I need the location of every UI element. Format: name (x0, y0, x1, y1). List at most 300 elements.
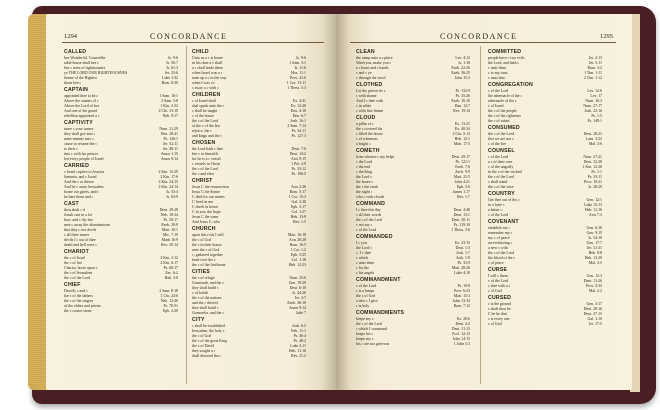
phrase-text: the c of God (192, 334, 212, 338)
scripture-reference: Matt. 21:5 (453, 175, 470, 179)
scripture-reference: Rev. 21:2 (291, 354, 306, 358)
scripture-reference: Mal. 3:6 (588, 142, 602, 146)
phrase-text: I c thee this day (356, 208, 381, 212)
phrase-text: the c of Ierusalem (64, 271, 92, 275)
scripture-reference: Matt. 10:1 (161, 228, 178, 232)
scripture-reference: Amos 9:14 (288, 306, 306, 310)
scripture-reference: Rom. 5:17 (289, 190, 306, 194)
phrase-text: led every people of Israel (64, 157, 104, 161)
phrase-text: in a farre c (488, 203, 505, 207)
scripture-reference: James 1:17 (452, 190, 470, 194)
scripture-reference: Col. 1:27 (291, 210, 306, 214)
scripture-reference: Gen. 9:15 (586, 231, 602, 235)
phrase-text: c the King (356, 170, 373, 174)
entry-line (488, 289, 602, 294)
concordance-column-4 (488, 48, 602, 327)
phrase-text: Chariot, horse upon c (64, 266, 98, 270)
scripture-reference: 1 Cor. 13:11 (286, 81, 306, 85)
scripture-reference: Is. 63:9 (166, 195, 178, 199)
phrase-text: Above the Lord of hoe (64, 104, 100, 108)
phrase-text: the Lord, and hath c (488, 61, 520, 65)
scripture-reference: Heb. 13:8 (290, 215, 306, 219)
phrase-text: I will c them (488, 274, 508, 278)
scripture-reference: Prov. 6:23 (454, 289, 470, 293)
scripture-reference: 2 Kin. 2:12 (160, 256, 178, 260)
scripture-reference: Gen. 6:18 (586, 226, 602, 230)
scripture-reference: Deut. 32:28 (583, 160, 602, 164)
scripture-reference: Deut. 27:15 (583, 312, 602, 316)
phrase-text: an everlasting c (488, 241, 513, 245)
entry-heading: CHOSEN (192, 140, 216, 146)
phrase-text: and the c thereof (192, 301, 219, 305)
scripture-reference: Jer. 31:31 (586, 246, 602, 250)
phrase-text: c of the fire (488, 142, 507, 146)
entry-line (488, 213, 602, 218)
phrase-text: c shall stand (488, 180, 508, 184)
phrase-text: c vessels in Christ (192, 162, 221, 166)
phrase-text: when Israel was a c (192, 71, 223, 75)
phrase-text: turne c your turnes (64, 127, 94, 131)
phrase-text: C in you, the hope (192, 210, 221, 214)
scripture-reference: Deut. 29:28 (159, 208, 178, 212)
phrase-text: c is the ground (488, 302, 512, 306)
phrase-text: thou shalt c it (64, 208, 86, 212)
phrase-text: the c of the firstborne (192, 263, 226, 267)
phrase-text: I c you (356, 241, 367, 245)
scripture-reference: Ps. 35:26 (455, 94, 470, 98)
entry-line (488, 185, 602, 190)
phrase-text: Jonah cast in a lot (64, 213, 92, 217)
phrase-text: they shall goe into c (64, 132, 96, 136)
entry-heading: CHRIST (192, 178, 213, 184)
phrase-text: borne our griefs, and c (64, 190, 100, 194)
entry-heading: CAPTAIN (64, 87, 89, 93)
phrase-text: c shall be established (192, 324, 225, 328)
phrase-text: the Lord c (356, 246, 372, 250)
entry-heading: CHARIOT (64, 249, 90, 255)
entry-line (356, 342, 470, 347)
phrase-text: that we are not c (488, 137, 514, 141)
entry-heading: CURSE (488, 267, 508, 273)
scripture-reference: Num. 16:3 (585, 99, 602, 103)
scripture-reference: Ps. 149:1 (587, 119, 602, 123)
phrase-text: they sought a c (192, 349, 216, 353)
scripture-reference: Deut. 28:16 (583, 307, 602, 311)
left-running-head: CONCORDANCE (150, 32, 228, 41)
phrase-text: the c of saints (488, 119, 510, 123)
entry-line (192, 311, 306, 316)
phrase-text: c of witnesses (356, 137, 378, 141)
phrase-text: the blood of the c (488, 256, 516, 260)
entry-line (356, 76, 470, 81)
phrase-text: shall descend the c (192, 354, 222, 358)
scripture-reference: Gal. 2:20 (291, 200, 306, 204)
header-rule (62, 42, 324, 43)
phrase-text: the c of the nations (192, 296, 222, 300)
entry-line (356, 228, 470, 233)
phrase-text: the c the earth (356, 185, 378, 189)
phrase-text: the c in their house (192, 243, 222, 247)
entry-heading: COMMITTED (488, 49, 522, 55)
phrase-text: my c of peace (488, 236, 510, 240)
scripture-reference: 1 Pet. 2:9 (291, 162, 306, 166)
column-divider (186, 46, 187, 384)
scripture-reference: 2 Sam. 7:14 (287, 124, 306, 128)
scripture-reference: Ps. 127:3 (291, 134, 306, 138)
entry-heading: CITIES (192, 269, 210, 275)
scripture-reference: Ex. 33:15 (454, 241, 470, 245)
phrase-text: c the Lord (356, 160, 372, 164)
entry-line (192, 354, 306, 359)
scripture-reference: Prov. 22:6 (290, 76, 306, 80)
phrase-text: head over the c (192, 258, 216, 262)
phrase-text: mee c away the abominations (64, 223, 111, 227)
phrase-text: c his angels (356, 271, 375, 275)
entry-line (488, 76, 602, 81)
scripture-reference: 2 Kin. 6:17 (160, 261, 178, 265)
scripture-reference: 1 John 5:3 (453, 342, 470, 346)
entry-line (356, 271, 470, 276)
phrase-text: unto the c of God (192, 248, 220, 252)
phrase-text: the c of God (356, 294, 376, 298)
scripture-reference: Jer. 48:11 (163, 147, 178, 151)
phrase-text: c of the ungodly (488, 165, 514, 169)
scripture-reference: Ex. 20:6 (456, 317, 470, 321)
entry-heading: CHILDREN (192, 92, 221, 98)
scripture-reference: Luke 2:11 (290, 344, 306, 348)
phrase-text: c of the Lord (488, 213, 509, 217)
scripture-reference: 1 Thess. 3:6 (451, 228, 470, 232)
scripture-reference: Amos 1:15 (160, 152, 178, 156)
phrase-text: a c shall leade them (192, 66, 223, 70)
scripture-reference: Jer. 17:5 (588, 322, 602, 326)
entry-heading: CURSED (488, 295, 512, 301)
phrase-text: they shall build c (192, 286, 219, 290)
phrase-text: c of the house (192, 114, 214, 118)
entry-heading: COUNTRY (488, 191, 515, 197)
phrase-text: And he c away Ierusalem (64, 185, 104, 189)
entry-line (192, 86, 306, 91)
phrase-text: And I c thee with (356, 99, 384, 103)
phrase-text: c to my trust (488, 71, 508, 75)
scripture-reference: Matt. 16:18 (287, 233, 306, 237)
scripture-reference: Ps. 34:11 (291, 129, 306, 133)
scripture-reference: Ezek. 20:8 (161, 223, 178, 227)
entry-line (192, 263, 306, 268)
scripture-reference: Mal. 2:5 (588, 261, 602, 265)
entry-line (192, 172, 306, 177)
scripture-reference: Lev. 4:12 (455, 56, 470, 60)
scripture-reference: Acts 20:28 (289, 238, 306, 242)
scripture-reference: Ps. 48:2 (293, 339, 306, 343)
entry-heading: COMETH (356, 148, 380, 154)
scripture-reference: Josh. 1:7 (456, 251, 470, 255)
scripture-reference: Acts 2:36 (290, 185, 306, 189)
entry-heading: COMMANDMENT (356, 277, 401, 283)
entry-line (356, 304, 470, 309)
phrase-text: his c are not grievous (356, 342, 390, 346)
scripture-reference: Ps. 46:4 (293, 334, 306, 338)
scripture-reference: Neh. 12:46 (160, 299, 178, 303)
phrase-text: a new c I give (356, 299, 378, 303)
phrase-text: Jesus C the same (192, 215, 219, 219)
phrase-text: c of God (488, 289, 502, 293)
phrase-text: to their c (64, 147, 78, 151)
phrase-text: the c of the Lord (64, 276, 90, 280)
scripture-reference: Deu. 4:10 (290, 109, 306, 113)
scripture-reference: Heb. 12:1 (454, 137, 470, 141)
phrase-text: Jesus C the resurrection (192, 185, 230, 189)
scripture-reference: Rev. 1:7 (457, 195, 470, 199)
scripture-reference: Rom. 3:2 (587, 66, 602, 70)
scripture-reference: 2 Kin. 15:29 (158, 170, 178, 174)
entry-line (64, 195, 178, 200)
scripture-reference: Ex. 40:34 (454, 127, 470, 131)
phrase-text: table house shall bee c (64, 61, 100, 65)
entry-line (488, 261, 602, 266)
phrase-text: and kings and the c (192, 134, 223, 138)
entry-line (356, 195, 470, 200)
phrase-text: appointed thee to be c (64, 94, 99, 98)
phrase-text: Ierusalem, the holy c (192, 329, 225, 333)
scripture-reference: 2 Sam. 8:18 (159, 289, 178, 293)
scripture-reference: Mal. 2:2 (588, 289, 602, 293)
entry-heading: CARRIED (64, 163, 90, 169)
scripture-reference: Jude 7 (295, 311, 306, 315)
entry-heading: COMMAND (356, 201, 386, 207)
scripture-reference: Heb. 11:16 (288, 349, 306, 353)
scripture-reference: John 15:3 (454, 76, 470, 80)
entry-heading: COVENANT (488, 219, 519, 225)
phrase-text: c thee with a c (488, 284, 511, 288)
scripture-reference: Rev. 20:14 (161, 243, 178, 247)
scripture-reference: 1 Cor. 15:3 (288, 195, 306, 199)
scripture-reference: Deut. 28:21 (583, 132, 602, 136)
phrase-text: c all their words (356, 213, 382, 217)
phrase-text: c is holy (356, 304, 370, 308)
phrase-text: hee Wonderful, Counseller (64, 56, 106, 60)
phrase-text: c all their sinnes (64, 233, 90, 237)
phrase-text: a pillar of c (356, 122, 374, 126)
entry-line (488, 142, 602, 147)
scripture-reference: Is. 1:16 (458, 61, 470, 65)
phrase-text: the c of the righteous (488, 114, 521, 118)
scripture-reference: 1 Tim. 1:11 (584, 71, 602, 75)
left-page (46, 14, 336, 390)
entry-heading: CONSUMED (488, 125, 520, 131)
entry-heading: CLEAN (356, 49, 375, 55)
scripture-reference: Heb. 8:8 (588, 251, 602, 255)
phrase-text: Gomorrah, and the c (192, 281, 224, 285)
phrase-text: c the end (356, 165, 371, 169)
scripture-reference: Zech. 9:9 (455, 170, 470, 174)
phrase-text: c of God (488, 322, 502, 326)
phrase-text: Above the sonnes of c (64, 99, 99, 103)
phrase-text: the c of the Lord (488, 132, 514, 136)
scripture-reference: Deut. 4:40 (453, 208, 470, 212)
scripture-reference: Mark 16:9 (161, 238, 178, 242)
phrase-text: C be he that (488, 312, 507, 316)
scripture-reference: Prov. 3:33 (586, 284, 602, 288)
entry-line (64, 309, 178, 314)
phrase-text: train up a c in the way (192, 76, 227, 80)
scripture-reference: Deut. 7:6 (291, 147, 306, 151)
scripture-reference: Eccl. 12:13 (452, 332, 470, 336)
phrase-text: the c of the Lord (192, 167, 218, 171)
scripture-reference: Josh. 6:5 (292, 324, 306, 328)
entry-heading: CHILD (192, 49, 209, 55)
phrase-text: the c corner stone (64, 309, 92, 313)
entry-heading: CHURCH (192, 226, 216, 232)
scripture-reference: Is. 53:4 (166, 190, 178, 194)
scripture-reference: John 4:21 (454, 180, 470, 184)
phrase-text: a c of their own (488, 160, 513, 164)
phrase-text: C dwelt in hearts (192, 205, 219, 209)
phrase-text: for he is a c vessel (192, 157, 221, 161)
phrase-text: cause to returne the c (64, 142, 98, 146)
concordance-column-3 (356, 48, 470, 347)
phrase-text: keepe his c (356, 332, 374, 336)
scripture-reference: Num. 35:6 (289, 276, 306, 280)
scripture-reference: 1 Thess. 5:3 (287, 86, 306, 90)
entry-line (64, 114, 178, 119)
phrase-text: c unto them (356, 261, 375, 265)
scripture-reference: Is. 9:6 (296, 56, 306, 60)
entry-heading: CONGREGATION (488, 82, 533, 88)
scripture-reference: Ps. 33:12 (291, 167, 306, 171)
phrase-text: David's c and c (64, 289, 88, 293)
phrase-text: the c of the Lord (356, 322, 382, 326)
phrase-text: the c covered the (356, 127, 383, 131)
phrase-text: the c of the Lord (488, 175, 514, 179)
phrase-text: the c of Israel (64, 256, 86, 260)
phrase-text: Iesus C the Sonne (192, 190, 220, 194)
entry-line (64, 276, 178, 281)
phrase-text: rejoice, the c (192, 129, 212, 133)
entry-line (64, 243, 178, 248)
phrase-text: C died for our sinnes (192, 195, 225, 199)
phrase-text: c of the Lord (488, 155, 509, 159)
phrase-text: Let thy priests be c (356, 89, 386, 93)
scripture-reference: Neh. 11:1 (290, 329, 306, 333)
phrase-text: And the c at thence (64, 180, 95, 184)
right-page-number: 1295 (600, 33, 613, 40)
scripture-reference: 1 Sam. 3:1 (289, 61, 306, 65)
phrase-text: the houre c (356, 180, 374, 184)
phrase-text: And Jesus C, who (192, 220, 221, 224)
scripture-reference: Deut. 11:13 (451, 327, 470, 331)
scripture-reference: Is. 56:7 (166, 61, 178, 65)
phrase-text: the c of the singers (64, 299, 94, 303)
entry-heading: CAST (64, 201, 79, 207)
scripture-reference: Prov. 19:21 (584, 180, 602, 184)
phrase-text: c with shame (356, 94, 377, 98)
phrase-text: c which (356, 256, 369, 260)
scripture-reference: Lam. 3:22 (586, 137, 602, 141)
phrase-text: c unto him (488, 76, 505, 80)
phrase-text: of the c of the law (192, 124, 221, 128)
phrase-text: people have c two evils (488, 56, 525, 60)
phrase-text: c of the Lord (488, 279, 509, 283)
scripture-reference: Deut. 6:10 (289, 286, 306, 290)
entry-line (356, 109, 470, 114)
phrase-text: Wash you, make you c (356, 61, 392, 65)
scripture-reference: Heb. 12:23 (288, 263, 306, 267)
scripture-reference: Ps. 78:51 (163, 304, 178, 308)
phrase-text: c away a c with c (192, 86, 219, 90)
left-page-number: 1294 (64, 33, 77, 40)
scripture-reference: 2 Kin. 24:14 (158, 185, 178, 189)
scripture-reference: 2 Tim. 1:12 (583, 76, 602, 80)
scripture-reference: Jer. 32:11 (163, 142, 178, 146)
phrase-text: the Lord c (356, 175, 372, 179)
scripture-reference: 2 Kin. 17:6 (160, 175, 178, 179)
scripture-reference: Deu. 28:41 (160, 132, 178, 136)
entry-heading: CLOTHED (356, 82, 383, 88)
phrase-text: upon this rock I will (192, 233, 224, 237)
column-divider (480, 46, 481, 384)
scripture-reference: Gen. 3:17 (586, 302, 602, 306)
phrase-text: who c with clouds (356, 195, 385, 199)
phrase-text: from whence c my helpe (356, 155, 395, 159)
entry-heading: COMMANDMENTS (356, 310, 405, 316)
phrase-text: the c of the Lord (356, 218, 382, 222)
entry-line (192, 220, 306, 225)
scripture-reference: Ezek. 22:26 (451, 66, 470, 70)
phrase-text: a better c (488, 208, 503, 212)
scripture-reference: 1 Kin. 12:28 (582, 165, 602, 169)
scripture-reference: Gen. 12:3 (586, 274, 602, 278)
gilt-page-edges (28, 14, 48, 390)
scripture-reference: 2 Chr. 33:10 (158, 109, 178, 113)
entry-line (192, 134, 306, 139)
entry-heading: CALLED (64, 49, 87, 55)
scripture-reference: Rom. 8:30 (161, 81, 178, 85)
phrase-text: of the elders and priests (64, 304, 101, 308)
phrase-text: C lived in me (192, 200, 214, 204)
phrase-text: Gomorrha, and the c (192, 311, 224, 315)
scripture-reference: John 14:15 (452, 337, 470, 341)
phrase-text: the camp unto a c place (356, 56, 393, 60)
phrase-text: c in white (356, 104, 372, 108)
phrase-text: devils I c out of thee (64, 238, 96, 242)
scripture-reference: Deut. 13:1 (453, 213, 470, 217)
scripture-reference: Matt. 28:20 (451, 266, 470, 270)
phrase-text: a bright c (356, 142, 371, 146)
phrase-text: c filled the house (356, 132, 383, 136)
phrase-text: Sonne of the Highest (64, 76, 97, 80)
phrase-text: bow, and c thy law (64, 218, 94, 222)
entry-heading: COUNSEL (488, 148, 515, 154)
scripture-reference: Gen. 19:29 (288, 281, 306, 285)
phrase-text: the c of the Lord (192, 119, 218, 123)
phrase-text: c shalt thou be (488, 307, 511, 311)
scripture-reference: Deut. 29:17 (451, 155, 470, 159)
phrase-text: the c of the wise (488, 185, 514, 189)
scripture-reference: Deut. 14:2 (289, 152, 306, 156)
phrase-text: the c and elect (192, 172, 215, 176)
scripture-reference: Deut. 4:2 (455, 322, 470, 326)
scripture-reference: Hab. 3:8 (164, 276, 178, 280)
phrase-text: the c of David (192, 344, 215, 348)
scripture-reference: Acts 9:15 (290, 157, 306, 161)
phrase-text: the tabernacle of the c (488, 94, 523, 98)
header-rule (350, 42, 616, 43)
phrase-text: bee c trees of righteousnes (64, 66, 106, 70)
phrase-text: Unto us a c is borne (192, 56, 224, 60)
phrase-text: the c of fire (64, 261, 83, 265)
scripture-reference: 1 Sam. 10:1 (159, 94, 178, 98)
